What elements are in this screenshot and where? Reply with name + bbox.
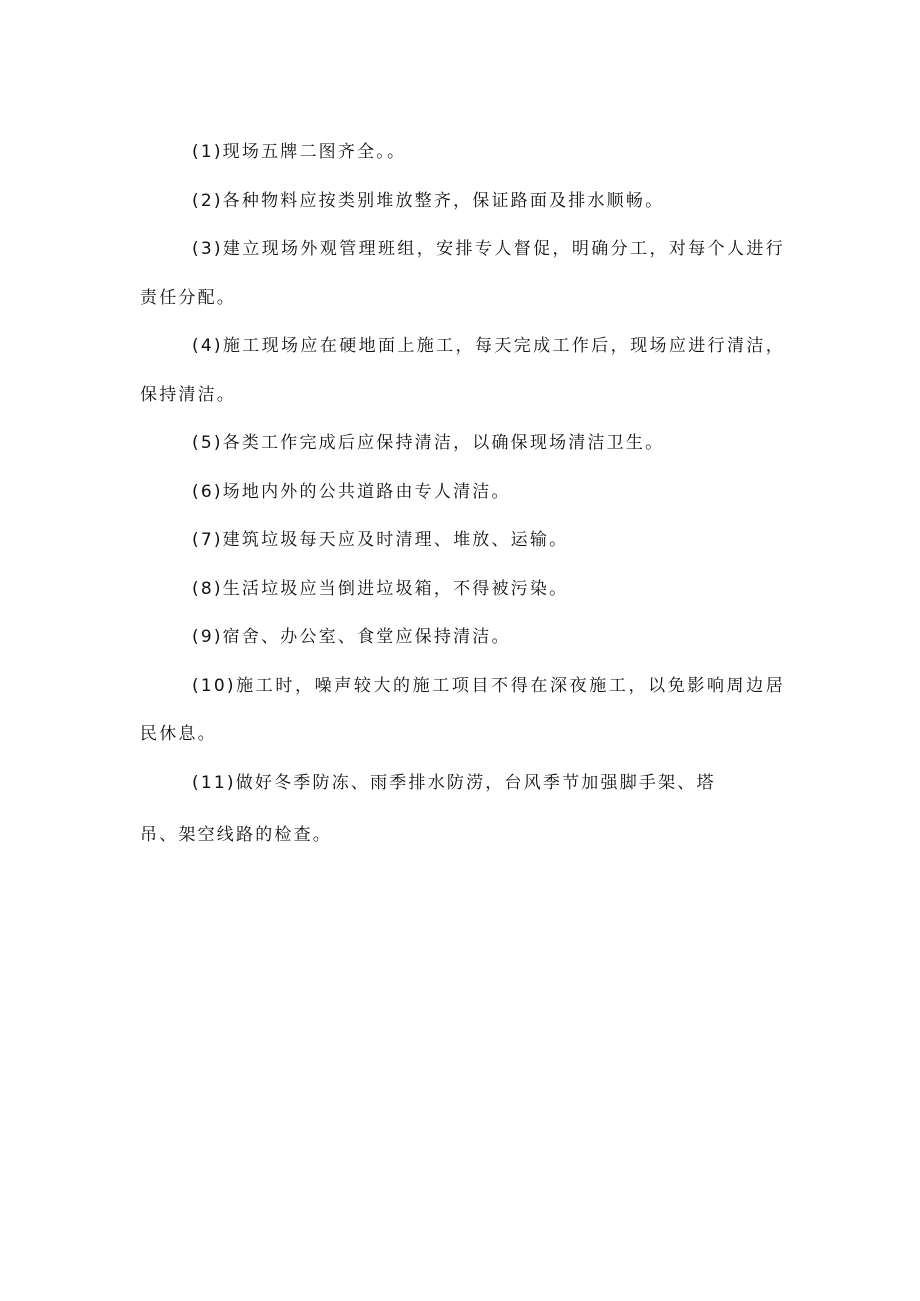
document-body <box>140 128 785 860</box>
paragraph-2: (2)各种物料应按类别堆放整齐，保证路面及排水顺畅。 <box>192 190 665 211</box>
paragraph-3: (3)建立现场外观管理班组，安排专人督促，明确分工，对每个人进行责任分配。 <box>140 239 785 308</box>
paragraph-11-line-1: (11)做好冬季防冻、雨季排水防涝，台风季节加强脚手架、塔 <box>192 772 716 793</box>
paragraph-9: (9)宿舍、办公室、食堂应保持清洁。 <box>192 627 511 647</box>
paragraph-10: (10)施工时，噪声较大的施工项目不得在深夜施工，以免影响周边居民休息。 <box>140 675 785 744</box>
paragraph-6: (6)场地内外的公共道路由专人清洁。 <box>192 481 511 502</box>
paragraph-11-line-2: 吊、架空线路的检查。 <box>140 825 332 845</box>
paragraph-7: (7)建筑垃圾每天应及时清理、堆放、运输。 <box>192 530 569 550</box>
paragraph-5: (5)各类工作完成后应保持清洁，以确保现场清洁卫生。 <box>192 433 665 453</box>
paragraph-4: (4)施工现场应在硬地面上施工，每天完成工作后，现场应进行清洁，保持清洁。 <box>140 336 785 405</box>
paragraph-1: (1)现场五牌二图齐全。。 <box>192 142 407 162</box>
paragraph-8: (8)生活垃圾应当倒进垃圾箱，不得被污染。 <box>192 578 569 599</box>
